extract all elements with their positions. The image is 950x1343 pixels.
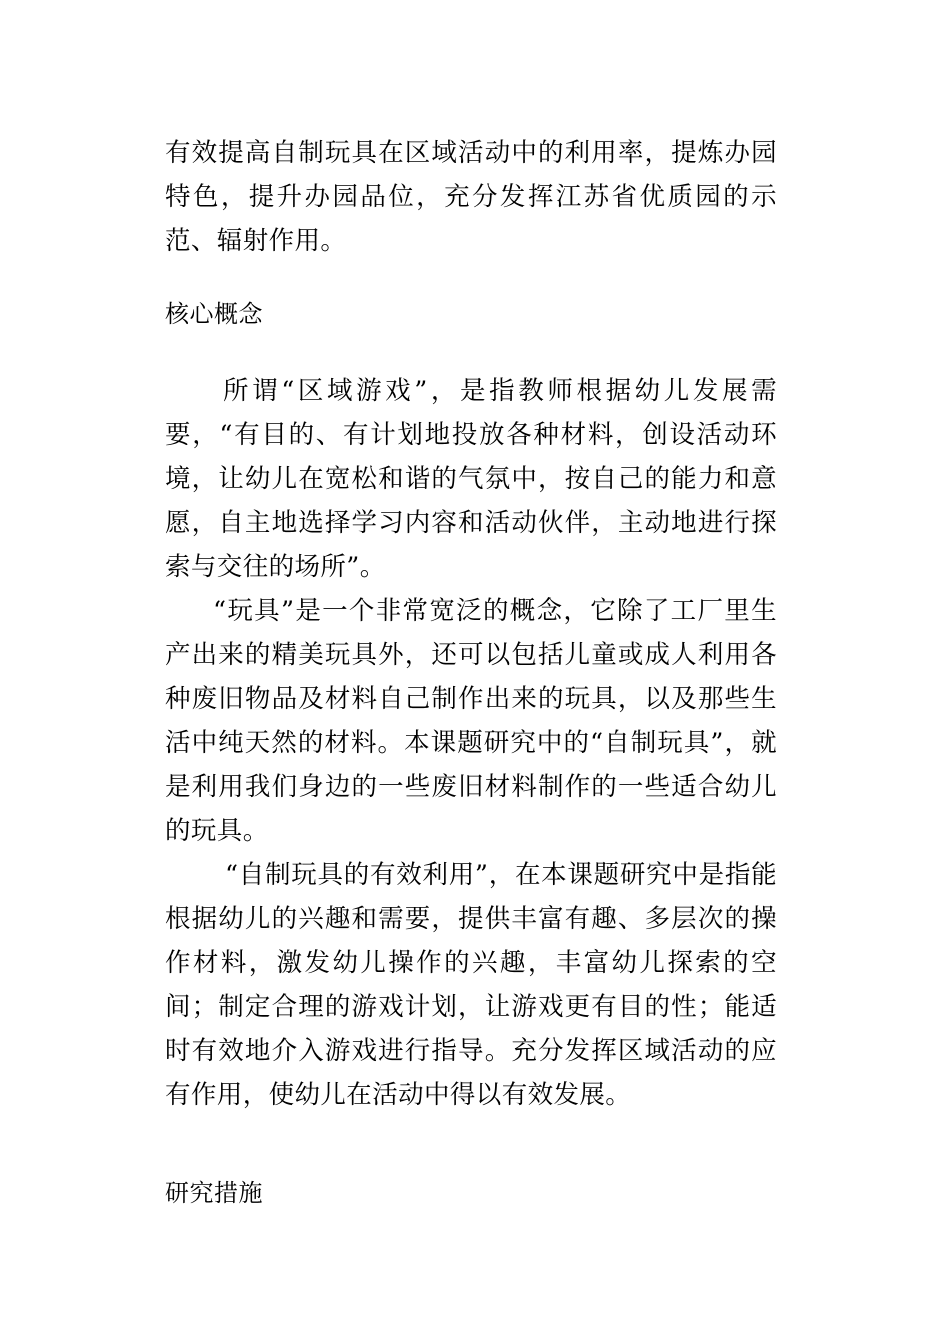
section-heading-research-measures: 研究措施 [165,1179,263,1207]
concept-paragraph-toys: “玩具”是一个非常宽泛的概念，它除了工厂里生产出来的精美玩具外，还可以包括儿童或成人利用各种废旧物品及材料自己制作出来的玩具，以及那些生活中纯天然的材料。本课题研究中的“自制玩具”，就是利用我们身边的一些废旧材料制作的一些适合幼儿的玩具。 [165,596,777,846]
document-body [165,131,777,1213]
concept-paragraph-effective-use: “自制玩具的有效利用”，在本课题研究中是指能根据幼儿的兴趣和需要，提供丰富有趣、多层次的操作材料，激发幼儿操作的兴趣，丰富幼儿探索的空间；制定合理的游戏计划，让游戏更有目的性；能适时有效地介入游戏进行指导。充分发挥区域活动的应有作用，使幼儿在活动中得以有效发展。 [165,860,777,1110]
section-heading-core-concepts: 核心概念 [165,300,263,328]
concept-paragraph-regional-games: 所谓“区域游戏”，是指教师根据幼儿发展需要，“有目的、有计划地投放各种材料，创设活动环境，让幼儿在宽松和谐的气氛中，按自己的能力和意愿，自主地选择学习内容和活动伙伴，主动地进行探索与交往的场所”。 [165,376,777,582]
intro-paragraph: 有效提高自制玩具在区域活动中的利用率，提炼办园特色，提升办园品位，充分发挥江苏省优质园的示范、辐射作用。 [165,138,777,256]
